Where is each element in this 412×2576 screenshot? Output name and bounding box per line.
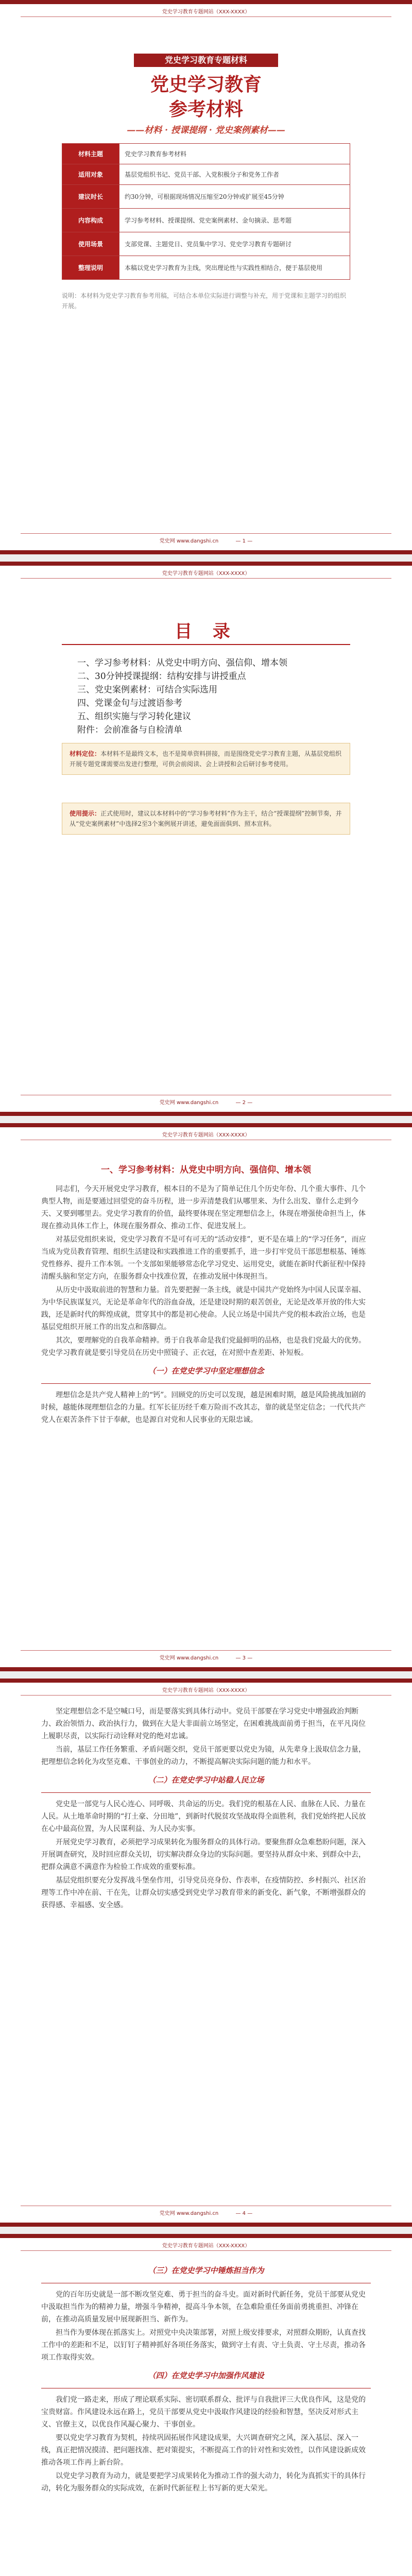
header-rule [21,1695,391,1696]
footer-rule [21,533,391,534]
footer-site: 党史网 www.dangshi.cn [159,1655,219,1661]
page-header: 党史学习教育专题网站（XXX-XXXX） [162,1688,250,1693]
footer-site: 党史网 www.dangshi.cn [159,538,219,544]
paragraph: 开展党史学习教育，必须把学习成果转化为服务群众的具体行动。要聚焦群众急难愁盼问题，深入开展调查研究，及时回应群众关切，切实解决群众身边的实际问题。要坚持从群众中来、到群众中去，把群众满意不满意作为检验工作成效的重要标准。 [41,1838,366,1871]
row-key: 内容构成 [62,209,119,232]
section-title: 一、学习参考材料：从党史中明方向、强信仰、增本领 [101,1165,311,1175]
paragraph: 其次，要理解党的自我革命精神。勇于自我革命是我们党最鲜明的品格，也是我们党最大的优势。党史学习教育就是要引导党员在历史中照镜子、正衣冠，在对照中查差距、补短板。 [41,1336,366,1357]
header-rule [21,578,391,579]
row-value: 约30分钟，可根据现场情况压缩至20分钟或扩展至45分钟 [119,185,350,209]
paragraph: 我们党一路走来，形成了理论联系实际、密切联系群众、批评与自我批评三大优良作风，这是党的宝贵财富。作风建设永远在路上，党员干部要从党史中汲取作风建设的经验和智慧，坚决反对形式主义、官僚主义，以优良作风凝心聚力、干事创业。 [41,2396,366,2429]
page-footer [0,2209,412,2216]
page-number: — 2 — [235,1100,253,1106]
table-row [62,164,350,185]
page-header: 党史学习教育专题网站（XXX-XXXX） [162,571,250,577]
paragraph: 同志们，今天开展党史学习教育，根本目的不是为了简单记住几个历史年份、几个重大事件、几个典型人物，而是要通过回望党的奋斗历程，进一步弄清楚我们从哪里来、为什么出发、靠什么走到今天、又要到哪里去。党史学习教育的价值，最终要体现在坚定理想信念上，体现在增强使命担当上，体现在推动具体工作上，体现在服务群众、推动工作、促进发展上。 [41,1185,366,1230]
toc-item[interactable]: 二、30分钟授课提纲：结构安排与讲授重点 [77,671,246,682]
page-number: — 3 — [235,1655,253,1661]
page-top-bar [0,1123,412,1127]
table-row [62,232,350,256]
table-row [62,144,350,164]
header-rule [21,16,391,17]
toc-rule [62,644,350,645]
row-key: 材料主题 [62,144,119,164]
subheading-wrap [41,1365,371,1384]
row-key: 建议时长 [62,185,119,209]
toc-item[interactable]: 五、组织实施与学习转化建议 [77,711,191,722]
subheading: （一）在党史学习中坚定理想信念 [148,1366,264,1376]
footer-site: 党史网 www.dangshi.cn [159,1100,219,1106]
page-1 [0,0,412,554]
subheading-wrap [41,1774,371,1793]
table-row [62,209,350,232]
section-body [41,2259,371,2496]
table-row [62,185,350,209]
page-footer [0,1653,412,1661]
page-number: — 1 — [235,538,253,544]
toc-item[interactable]: 三、党史案例素材：可结合实际选用 [77,685,217,695]
note-label: 使用提示： [70,810,101,817]
cover-title-line2: 参考材料 [168,98,243,120]
cover-banner: 党史学习教育专题材料 [134,54,278,67]
toc-list [77,656,345,737]
toc-item[interactable]: 附件：会前准备与自检清单 [77,725,182,735]
page-number: — 4 — [235,2211,253,2216]
page-header: 党史学习教育专题网站（XXX-XXXX） [162,1132,250,1138]
row-value: 本稿以党史学习教育为主线，突出理论性与实践性相结合，便于基层使用 [119,256,350,280]
section-body [41,1183,371,1427]
paragraph: 从历史中汲取前进的智慧和力量。首先要把握一条主线，就是中国共产党始终为中国人民谋幸福、为中华民族谋复兴，无论是革命年代的浴血奋战，还是建设时期的艰苦创业，无论是改革开放的伟大实践，还是新时代的辉煌成就，贯穿其中的都是初心使命。人民立场是中国共产党的根本政治立场，也是基层党组织开展工作的出发点和落脚点。 [41,1286,366,1331]
toc-item[interactable]: 四、党课金句与过渡语参考 [77,698,182,708]
paragraph: 基层党组织要充分发挥战斗堡垒作用，引导党员亮身份、作表率，在疫情防控、乡村振兴、社区治理等工作中冲在前、干在先，让群众切实感受到党史学习教育带来的新变化、新气象，不断增强群众的获得感、幸福感、安全感。 [41,1876,366,1909]
note-text: 正式使用时，建议以本材料中的“学习参考材料”作为主干，结合“授课提纲”控制节奏，并从“党史案例素材”中选择2至3个案例展开讲述，避免面面俱到、照本宣科。 [70,810,342,827]
note-text: 本材料不是最终文本，也不是简单资料拼接，而是围绕党史学习教育主题，从基层党组织开展专题党课需要出发进行整理，可供会前阅读、会上讲授和会后研讨参考使用。 [70,750,342,768]
page-top-bar [0,562,412,566]
subheading-wrap [41,2370,371,2388]
paragraph: 坚定理想信念不是空喊口号，而是要落实到具体行动中。党员干部要在学习党史中增强政治判断力、政治领悟力、政治执行力，做到在大是大非面前立场坚定，在困难挑战面前勇于担当，在平凡岗位上履职尽责，以实际行动诠释对党的绝对忠诚。 [41,1707,366,1740]
subheading: （三）在党史学习中锤炼担当作为 [148,2266,264,2275]
paragraph: 理想信念是共产党人精神上的“钙”。回顾党的历史可以发现，越是困难时期，越是风险挑战加剧的时候，越能体现理想信念的力量。红军长征历经千难万险而不改其志，靠的就是坚定信念；一代代共产党人在艰苦条件下甘于奉献，也是源自对党和人民事业的无限忠诚。 [41,1391,366,1424]
row-key: 使用场景 [62,232,119,256]
note-label: 材料定位： [70,750,101,757]
cover-subline: ——材料 · 授课提纲 · 党史案例素材—— [127,125,285,135]
page-footer [0,1098,412,1106]
page-footer [0,536,412,544]
cover-title-line1: 党史学习教育 [150,74,262,95]
toc-title: 目 录 [175,621,237,642]
usage-tip-note [62,803,350,835]
row-key: 整理说明 [62,256,119,280]
paragraph: 党史是一部党与人民心连心、同呼吸、共命运的历史。我们党的根基在人民、血脉在人民、力量在人民。从土地革命时期的“打土豪、分田地”，到新时代脱贫攻坚战取得全面胜利，我们党始终把人民放在心中最高位置，为人民谋利益、为人民办实事。 [41,1800,366,1833]
page-bottom-bar [0,1112,412,1116]
subheading-wrap [41,2265,371,2283]
cover-note: 说明：本材料为党史学习教育参考用稿，可结合本单位实际进行调整与补充，用于党课和主题学习的组织开展。 [62,292,347,310]
page-bottom-bar [0,1667,412,1671]
header-rule [21,2250,391,2251]
row-key: 适用对象 [62,164,119,185]
section-body [41,1705,371,1912]
material-position-note [62,743,350,775]
page-header: 党史学习教育专题网站（XXX-XXXX） [162,2243,250,2249]
row-value: 学习参考材料、授课提纲、党史案例素材、金句摘录、思考题 [119,209,350,232]
row-value: 党史学习教育参考材料 [119,144,350,164]
footer-rule [21,1650,391,1651]
row-value: 支部党课、主题党日、党员集中学习、党史学习教育专题研讨 [119,232,350,256]
page-gap [0,1671,412,1679]
paragraph: 以党史学习教育为动力，就是要把学习成果转化为推动工作的强大动力，转化为真抓实干的具体行动，转化为服务群众的实际成效，在新时代新征程上书写新的更大荣光。 [41,2472,366,2493]
page-bottom-bar [0,2223,412,2227]
paragraph: 党的百年历史就是一部不断攻坚克难、勇于担当的奋斗史。面对新时代新任务，党员干部要从党史中汲取担当作为的精神力量，增强斗争精神，提高斗争本领，在急难险重任务面前勇挑重担、冲锋在前，在推动高质量发展中展现新担当、新作为。 [41,2291,366,2324]
subheading: （二）在党史学习中站稳人民立场 [148,1775,264,1785]
page-gap [0,554,412,562]
page-gap [0,2227,412,2234]
page-gap [0,1116,412,1123]
paragraph: 要以党史学习教育为契机，持续巩固拓展作风建设成果，大兴调查研究之风，深入基层、深入一线，真正把情况摸清、把问题找准、把对策提实，不断提高工作的针对性和实效性，以作风建设新成效推动各项工作再上新台阶。 [41,2434,366,2467]
page-header: 党史学习教育专题网站（XXX-XXXX） [162,9,250,15]
toc-item[interactable]: 一、学习参考材料：从党史中明方向、强信仰、增本领 [77,658,287,668]
paragraph: 对基层党组织来说，党史学习教育不是可有可无的“活动安排”，更不是在墙上的“学习任务”，而应当成为党员教育管理、组织生活建设和实践推进工作的重要抓手，进一步打牢党员干部思想根基、锤炼党性修养、提升工作本领。一个支部如果能够常态化学习党史、运用党史，就能在新时代新征程中保持清醒头脑和坚定方向，在服务群众中找准位置，在推动发展中体现担当。 [41,1235,366,1281]
page-top-bar [0,2234,412,2238]
subheading: （四）在党史学习中加强作风建设 [148,2371,264,2380]
page-top-bar [0,1679,412,1683]
paragraph: 担当作为要体现在抓落实上。对照党中央决策部署，对照上级安排要求，对照群众期盼，认真查找工作中的差距和不足，以钉钉子精神抓好各项任务落实，做到守土有责、守土负责、守土尽责，推动各项工作取得实效。 [41,2329,366,2362]
paragraph: 当前，基层工作任务繁重、矛盾问题交织，党员干部更要以党史为镜，从先辈身上汲取信念力量，把理想信念转化为攻坚克难、干事创业的动力，不断提高解决实际问题的能力和水平。 [41,1745,366,1766]
table-row [62,256,350,280]
footer-site: 党史网 www.dangshi.cn [159,2211,219,2216]
page-bottom-bar [0,550,412,554]
cover-info-table [62,143,350,280]
page-top-bar [0,0,412,4]
row-value: 基层党组织书记、党员干部、入党积极分子和党务工作者 [119,164,350,185]
